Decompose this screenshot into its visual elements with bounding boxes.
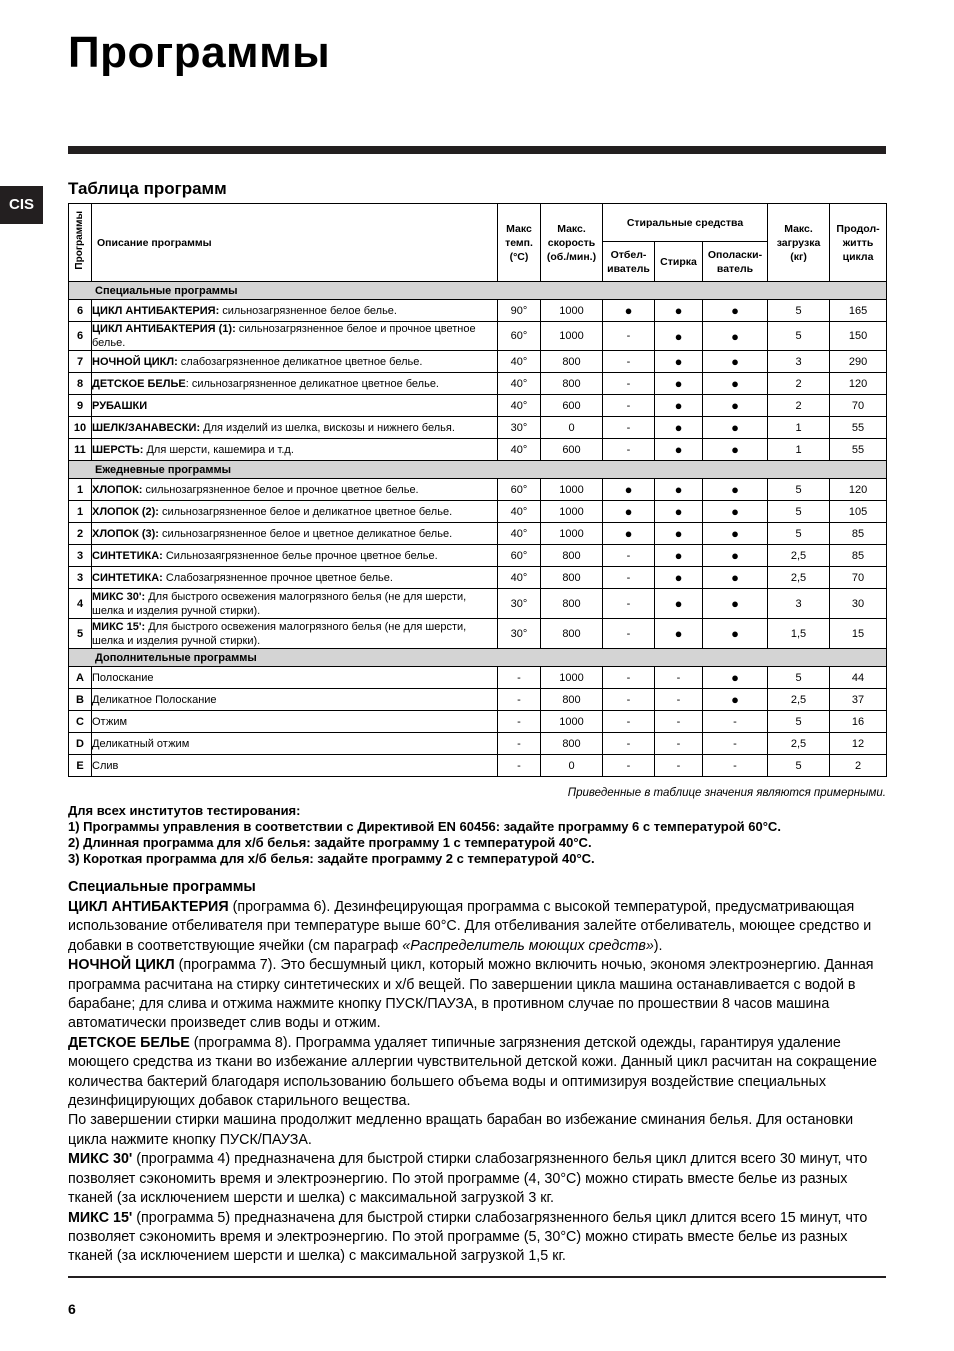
cell-wash: ●	[655, 300, 703, 322]
program-description	[92, 689, 498, 711]
program-number: 1	[69, 479, 92, 501]
table-footnote: Приведенные в таблице значения являются примерными.	[567, 787, 886, 799]
cell-max-load: 5	[768, 755, 830, 777]
cell-max-temp: 40°	[498, 523, 541, 545]
program-number: 5	[69, 619, 92, 649]
cell-max-load: 2,5	[768, 545, 830, 567]
cell-max-load: 1	[768, 439, 830, 461]
program-description	[92, 567, 498, 589]
cell-bleach: -	[603, 589, 655, 619]
program-number: 7	[69, 351, 92, 373]
table-row	[69, 373, 887, 395]
cell-wash: -	[655, 755, 703, 777]
paragraph: По завершении стирки машина продолжит медленно вращать барабан во избежание сминания белья. Для остановки цикла нажмите кнопку ПУСК/ПАУЗА.	[68, 1112, 854, 1148]
cell-wash: ●	[655, 619, 703, 649]
footer-rule	[68, 1276, 886, 1278]
cell-max-speed: 800	[541, 351, 603, 373]
program-name: ХЛОПОК (3):	[92, 527, 159, 540]
cell-wash: ●	[655, 501, 703, 523]
programs-table	[68, 203, 887, 777]
cell-wash: ●	[655, 395, 703, 417]
program-description	[92, 373, 498, 395]
program-description	[92, 711, 498, 733]
cell-max-speed: 600	[541, 439, 603, 461]
cell-max-speed: 1000	[541, 479, 603, 501]
header-max-speed: Макс. скорость (об./мин.)	[541, 204, 603, 282]
section-header	[69, 282, 887, 300]
program-number: 1	[69, 501, 92, 523]
cell-max-temp: 30°	[498, 417, 541, 439]
program-number: 10	[69, 417, 92, 439]
cell-wash: -	[655, 733, 703, 755]
cell-max-speed: 0	[541, 755, 603, 777]
cell-softener: ●	[703, 619, 768, 649]
program-number: 3	[69, 567, 92, 589]
cell-max-load: 2,5	[768, 733, 830, 755]
test-note: 2) Длинная программа для х/б белья: задайте программу 1 с температурой 40°C.	[68, 835, 592, 850]
cell-bleach: ●	[603, 300, 655, 322]
cell-duration: 15	[830, 619, 887, 649]
program-number: D	[69, 733, 92, 755]
cell-duration: 12	[830, 733, 887, 755]
page-title: Программы	[68, 28, 331, 77]
program-number: 8	[69, 373, 92, 395]
cell-max-load: 1,5	[768, 619, 830, 649]
cell-duration: 70	[830, 567, 887, 589]
cell-wash: ●	[655, 351, 703, 373]
cell-max-temp: 90°	[498, 300, 541, 322]
paragraph: НОЧНОЙ ЦИКЛ (программа 7). Это бесшумный цикл, который можно включить ночью, экономя электроэнергию. Данная программа расчитана на стирку синтетических и х/б вещей. По завершении цикла машина останавливается с водой в барабане; для слива и отжима нажмите кнопку ПУСК/ПАУЗА, в противном случае по прошествии 8 часов машина автоматически произведет слив воды и отжим.	[68, 957, 874, 1032]
header-max-temp: Макс темп. (°C)	[498, 204, 541, 282]
table-row	[69, 351, 887, 373]
program-description	[92, 300, 498, 322]
cell-softener: ●	[703, 689, 768, 711]
section-title: Дополнительные программы	[69, 649, 887, 667]
cell-max-load: 5	[768, 501, 830, 523]
cell-duration: 16	[830, 711, 887, 733]
cell-max-temp: 40°	[498, 439, 541, 461]
program-text: Сильнозаягрязненное белье прочное цветное белье.	[162, 549, 438, 562]
paragraph: ЦИКЛ АНТИБАКТЕРИЯ (программа 6). Дезинфецирующая программа с высокой температурой, предусматривающая использование отбеливателя при температуре выше 60°C. Для отбеливания залейте отбеливатель, моющее средство и добавки в соответствующие ячейки (см параграф «Распределитель моющих средств»).	[68, 899, 872, 954]
program-name: МИКС 30':	[92, 590, 146, 603]
cell-wash: -	[655, 667, 703, 689]
cell-softener: ●	[703, 351, 768, 373]
test-notes	[68, 803, 781, 867]
cell-bleach: -	[603, 733, 655, 755]
table-row	[69, 755, 887, 777]
cell-max-temp: 40°	[498, 351, 541, 373]
cell-softener: ●	[703, 417, 768, 439]
program-description	[92, 395, 498, 417]
cell-max-temp: 40°	[498, 501, 541, 523]
cell-duration: 30	[830, 589, 887, 619]
program-description	[92, 439, 498, 461]
cell-wash: ●	[655, 417, 703, 439]
cell-max-load: 3	[768, 351, 830, 373]
cell-max-temp: 60°	[498, 545, 541, 567]
cell-bleach: -	[603, 395, 655, 417]
cell-softener: ●	[703, 439, 768, 461]
section-header	[69, 461, 887, 479]
cell-max-load: 1	[768, 417, 830, 439]
cell-bleach: -	[603, 322, 655, 351]
cell-bleach: -	[603, 667, 655, 689]
program-text: Деликатный отжим	[92, 737, 190, 750]
cell-softener: ●	[703, 545, 768, 567]
cell-duration: 120	[830, 479, 887, 501]
cell-bleach: ●	[603, 523, 655, 545]
section-title: Ежедневные программы	[69, 461, 887, 479]
cell-wash: -	[655, 711, 703, 733]
cell-duration: 70	[830, 395, 887, 417]
cell-softener: ●	[703, 300, 768, 322]
table-row	[69, 417, 887, 439]
cell-duration: 37	[830, 689, 887, 711]
cell-bleach: -	[603, 567, 655, 589]
cell-bleach: ●	[603, 479, 655, 501]
program-description	[92, 523, 498, 545]
table-row	[69, 501, 887, 523]
special-programs-text	[68, 898, 886, 1267]
program-text: сильнозагрязненное белое и цветное деликатное белье.	[158, 527, 453, 540]
cell-wash: ●	[655, 322, 703, 351]
cell-max-speed: 1000	[541, 300, 603, 322]
program-description	[92, 667, 498, 689]
program-name: ШЕЛК/ЗАНАВЕСКИ:	[92, 421, 201, 434]
program-name: ДЕТСКОЕ БЕЛЬЕ	[92, 377, 186, 390]
cell-max-load: 5	[768, 479, 830, 501]
table-row	[69, 667, 887, 689]
program-number: 4	[69, 589, 92, 619]
cell-softener: ●	[703, 501, 768, 523]
cell-max-load: 2	[768, 395, 830, 417]
program-text: сильнозагрязненное белое и деликатное цветное белье.	[158, 505, 453, 518]
cell-softener: -	[703, 733, 768, 755]
table-row	[69, 619, 887, 649]
cell-bleach: -	[603, 711, 655, 733]
cell-max-temp: 40°	[498, 395, 541, 417]
paragraph: ДЕТСКОЕ БЕЛЬЕ (программа 8). Программа удаляет типичные загрязнения детской одежды, гарантируя удаление моющего средства из ткани во избежание аллергии чувствительной детской кожи. Данный цикл расчитан на сокращение количества бактерий благодаря использованию большего объема воды и оптимизируя воздействие специальных дезинфицирующих добавок старильного вещества.	[68, 1034, 877, 1110]
cell-softener: ●	[703, 589, 768, 619]
cell-wash: ●	[655, 523, 703, 545]
language-tab: CIS	[0, 186, 43, 224]
cell-softener: -	[703, 711, 768, 733]
cell-duration: 2	[830, 755, 887, 777]
header-max-load: Макс. загрузка (кг)	[768, 204, 830, 282]
cell-max-load: 5	[768, 300, 830, 322]
cell-softener: ●	[703, 567, 768, 589]
program-name: ШЕРСТЬ:	[92, 443, 144, 456]
cell-bleach: -	[603, 373, 655, 395]
cell-max-load: 2	[768, 373, 830, 395]
cell-max-temp: 60°	[498, 322, 541, 351]
header-rule	[68, 146, 886, 154]
cell-bleach: -	[603, 545, 655, 567]
cell-max-speed: 800	[541, 589, 603, 619]
table-row	[69, 439, 887, 461]
cell-max-temp: -	[498, 667, 541, 689]
header-softener: Ополаски- ватель	[703, 242, 768, 282]
test-note: 1) Программы управления в соответствии с Директивой EN 60456: задайте программу 6 с температурой 60°C.	[68, 819, 781, 834]
cell-wash: -	[655, 689, 703, 711]
cell-duration: 44	[830, 667, 887, 689]
cell-max-temp: -	[498, 711, 541, 733]
table-row	[69, 395, 887, 417]
header-programs: Программы	[69, 204, 92, 282]
cell-wash: ●	[655, 439, 703, 461]
cell-bleach: -	[603, 689, 655, 711]
cell-max-speed: 1000	[541, 711, 603, 733]
cell-max-load: 3	[768, 589, 830, 619]
program-text: сильнозагрязненное белое и прочное цветное белье.	[92, 323, 476, 349]
cell-max-load: 5	[768, 667, 830, 689]
table-title: Таблица программ	[68, 179, 227, 198]
program-name: ЦИКЛ АНТИБАКТЕРИЯ (1):	[92, 323, 236, 335]
header-duration: Продол- житть цикла	[830, 204, 887, 282]
cell-max-temp: 30°	[498, 589, 541, 619]
program-text: : сильнозагрязненное деликатное цветное белье.	[185, 377, 439, 390]
table-row	[69, 300, 887, 322]
program-description	[92, 351, 498, 373]
cell-max-load: 2,5	[768, 689, 830, 711]
cell-max-temp: -	[498, 755, 541, 777]
cell-max-temp: -	[498, 733, 541, 755]
program-text: Отжим	[92, 715, 128, 728]
table-row	[69, 733, 887, 755]
header-detergents: Стиральные средства	[603, 204, 768, 242]
cell-max-load: 2,5	[768, 567, 830, 589]
program-number: 6	[69, 322, 92, 351]
program-name: ЦИКЛ АНТИБАКТЕРИЯ:	[92, 304, 220, 317]
cell-max-speed: 800	[541, 619, 603, 649]
program-number: 3	[69, 545, 92, 567]
section-header	[69, 649, 887, 667]
program-text: Для шерсти, кашемира и т.д.	[143, 443, 294, 456]
cell-duration: 290	[830, 351, 887, 373]
cell-max-temp: -	[498, 689, 541, 711]
program-description	[92, 755, 498, 777]
program-name: РУБАШКИ	[92, 399, 148, 412]
program-text: Деликатное Полоскание	[92, 693, 217, 706]
cell-duration: 55	[830, 439, 887, 461]
cell-duration: 85	[830, 545, 887, 567]
cell-max-speed: 1000	[541, 667, 603, 689]
cell-bleach: ●	[603, 501, 655, 523]
cell-bleach: -	[603, 755, 655, 777]
program-description	[92, 417, 498, 439]
cell-softener: ●	[703, 523, 768, 545]
cell-softener: ●	[703, 322, 768, 351]
cell-softener: ●	[703, 395, 768, 417]
table-row	[69, 479, 887, 501]
cell-duration: 120	[830, 373, 887, 395]
program-text: Слабозагрязненное прочное цветное белье.	[162, 571, 393, 584]
program-text: Для изделий из шелка, вискозы и нижнего белья.	[200, 421, 455, 434]
program-text: сильнозагрязненное белое белье.	[219, 304, 397, 317]
program-text: Полоскание	[92, 671, 154, 684]
program-number: 11	[69, 439, 92, 461]
test-note: 3) Короткая программа для х/б белья: задайте программу 2 с температурой 40°C.	[68, 851, 595, 866]
program-number: 6	[69, 300, 92, 322]
program-number: C	[69, 711, 92, 733]
program-number: B	[69, 689, 92, 711]
program-description	[92, 589, 498, 619]
program-name: МИКС 15':	[92, 620, 146, 633]
cell-bleach: -	[603, 439, 655, 461]
cell-wash: ●	[655, 479, 703, 501]
program-description	[92, 479, 498, 501]
cell-bleach: -	[603, 417, 655, 439]
cell-duration: 165	[830, 300, 887, 322]
cell-max-speed: 1000	[541, 322, 603, 351]
table-row	[69, 711, 887, 733]
cell-max-speed: 800	[541, 689, 603, 711]
header-bleach: Отбел- иватель	[603, 242, 655, 282]
cell-softener: ●	[703, 373, 768, 395]
header-wash: Стирка	[655, 242, 703, 282]
table-row	[69, 589, 887, 619]
table-row	[69, 567, 887, 589]
cell-wash: ●	[655, 567, 703, 589]
section-title: Специальные программы	[69, 282, 887, 300]
program-description	[92, 619, 498, 649]
cell-softener: ●	[703, 479, 768, 501]
cell-max-temp: 60°	[498, 479, 541, 501]
cell-max-load: 5	[768, 523, 830, 545]
cell-max-speed: 800	[541, 373, 603, 395]
program-description	[92, 545, 498, 567]
paragraph: МИКС 30' (программа 4) предназначена для быстрой стирки слабозагрязненного белья цикл длится всего 30 минут, что позволяет сэкономить время и электроэнергию. По этой программе (4, 30°C) можно стирать вместе белье из разных тканей (за исключением шерсти и шелка) с максимальной загрузкой 3 кг.	[68, 1151, 868, 1207]
cell-duration: 150	[830, 322, 887, 351]
paragraph: МИКС 15' (программа 5) предназначена для быстрой стирки слабозагрязненного белья цикл длится всего 15 минут, что позволяет сэкономить время и электроэнергию. По этой программе (5, 30°C) можно стирать вместе белье из разных тканей (за исключением шерсти и шелка) с максимальной загрузкой 1,5 кг.	[68, 1209, 868, 1265]
cell-max-speed: 800	[541, 567, 603, 589]
cell-softener: ●	[703, 667, 768, 689]
cell-max-load: 5	[768, 322, 830, 351]
cell-wash: ●	[655, 589, 703, 619]
program-description	[92, 733, 498, 755]
program-text: слабозагрязненное деликатное цветное белье.	[177, 355, 423, 368]
cell-max-speed: 0	[541, 417, 603, 439]
cell-max-temp: 40°	[498, 567, 541, 589]
program-name: СИНТЕТИКА:	[92, 549, 163, 562]
cell-bleach: -	[603, 619, 655, 649]
special-programs-title: Специальные программы	[68, 879, 256, 895]
program-text: Для быстрого освежения малогрязного белья (не для шерсти, шелка и изделия ручной стирки).	[92, 620, 467, 647]
program-name: ХЛОПОК:	[92, 483, 143, 496]
cell-duration: 55	[830, 417, 887, 439]
cell-max-speed: 800	[541, 545, 603, 567]
program-name: СИНТЕТИКА:	[92, 571, 163, 584]
table-row	[69, 689, 887, 711]
cell-duration: 85	[830, 523, 887, 545]
cell-wash: ●	[655, 373, 703, 395]
table-row	[69, 545, 887, 567]
cell-softener: -	[703, 755, 768, 777]
program-number: A	[69, 667, 92, 689]
program-text: Для быстрого освежения малогрязного белья (не для шерсти, шелка и изделия ручной стирки).	[92, 590, 467, 617]
program-number: 9	[69, 395, 92, 417]
cell-max-speed: 800	[541, 733, 603, 755]
cell-max-speed: 1000	[541, 501, 603, 523]
program-name: ХЛОПОК (2):	[92, 505, 159, 518]
cell-max-speed: 600	[541, 395, 603, 417]
cell-max-load: 5	[768, 711, 830, 733]
cell-max-temp: 30°	[498, 619, 541, 649]
program-description	[92, 322, 498, 351]
test-note: Для всех институтов тестирования:	[68, 803, 301, 818]
cell-max-speed: 1000	[541, 523, 603, 545]
program-number: E	[69, 755, 92, 777]
cell-wash: ●	[655, 545, 703, 567]
program-text: Слив	[92, 759, 119, 772]
program-name: НОЧНОЙ ЦИКЛ:	[92, 355, 178, 368]
table-row	[69, 523, 887, 545]
header-description: Описание программы	[92, 204, 498, 282]
table-row	[69, 322, 887, 351]
page-number: 6	[68, 1301, 76, 1317]
program-text: сильнозагрязненное белое и прочное цветное белье.	[142, 483, 419, 496]
program-description	[92, 501, 498, 523]
program-number: 2	[69, 523, 92, 545]
cell-max-temp: 40°	[498, 373, 541, 395]
cell-duration: 105	[830, 501, 887, 523]
cell-bleach: -	[603, 351, 655, 373]
